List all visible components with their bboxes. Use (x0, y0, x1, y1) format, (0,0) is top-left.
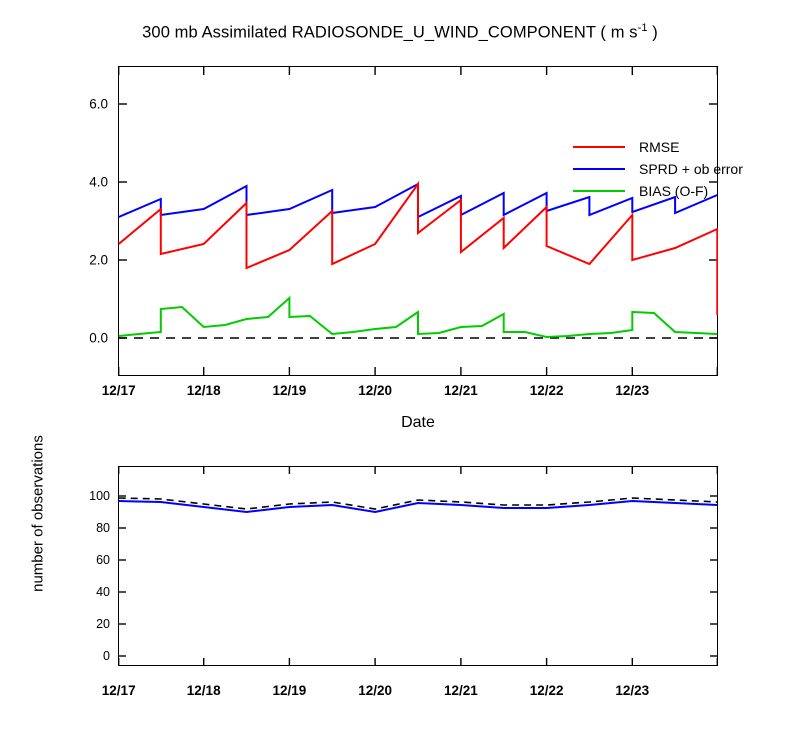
series-rmse-line (119, 184, 718, 315)
top-x-axis-tick-labels (101, 383, 718, 403)
top-ytick-0: 0.0 (89, 330, 108, 346)
bottom-ytick-0: 0 (103, 649, 110, 663)
bottom-y-axis-tick-labels (66, 466, 110, 666)
bottom-ytick-80: 80 (96, 521, 110, 535)
top-y-axis-tick-labels (60, 66, 108, 376)
bottom-xtick-1221: 12/21 (443, 683, 478, 698)
legend-label-rmse: RMSE (639, 139, 680, 155)
bottom-y-axis-title: number of observations (29, 435, 47, 592)
bottom-xtick-1223: 12/23 (615, 683, 650, 698)
bottom-xtick-1222: 12/22 (529, 683, 564, 698)
bottom-xtick-1218: 12/18 (186, 683, 221, 698)
bottom-chart-panel (118, 466, 718, 666)
bottom-chart-svg (118, 466, 718, 666)
top-xtick-1219: 12/19 (272, 383, 307, 398)
figure-title-main: 300 mb Assimilated RADIOSONDE_U_WIND_COMPONENT ( m s (142, 23, 638, 42)
top-xtick-1223: 12/23 (615, 383, 650, 398)
series-bias-line (119, 298, 718, 337)
series-assimilated-line (119, 501, 718, 512)
bottom-xtick-1217: 12/17 (101, 683, 136, 698)
figure-title-superscript: -1 (637, 22, 648, 34)
legend-swatch-sprd (573, 168, 625, 170)
bottom-ytick-20: 20 (96, 617, 110, 631)
top-ytick-4: 4.0 (89, 174, 108, 190)
legend-swatch-rmse (573, 146, 625, 148)
legend-label-sprd: SPRD + ob error (639, 161, 743, 177)
bottom-xtick-1220: 12/20 (358, 683, 392, 698)
figure-title-tail: ) (647, 23, 658, 42)
bottom-ytick-100: 100 (89, 489, 110, 503)
top-xtick-1221: 12/21 (443, 383, 478, 398)
bottom-axis-ticks (118, 466, 718, 666)
x-axis-title: Date (401, 414, 435, 431)
top-ytick-6: 6.0 (89, 96, 108, 112)
top-xtick-1220: 12/20 (358, 383, 392, 398)
bottom-ytick-60: 60 (96, 553, 110, 567)
top-xtick-1222: 12/22 (529, 383, 564, 398)
legend-swatch-bias (573, 190, 625, 192)
top-xtick-1218: 12/18 (186, 383, 221, 398)
top-chart-svg (118, 66, 718, 376)
top-chart-panel (118, 66, 743, 376)
top-ytick-2: 2.0 (89, 252, 108, 268)
bottom-x-axis-tick-labels (101, 683, 718, 703)
top-xtick-1217: 12/17 (101, 383, 136, 398)
bottom-xtick-1219: 12/19 (272, 683, 307, 698)
figure-title (0, 22, 800, 43)
bottom-chart-plot-area (118, 466, 718, 666)
bottom-ytick-40: 40 (96, 585, 110, 599)
legend-label-bias: BIAS (O-F) (639, 183, 709, 199)
top-chart-plot-area (118, 66, 718, 376)
